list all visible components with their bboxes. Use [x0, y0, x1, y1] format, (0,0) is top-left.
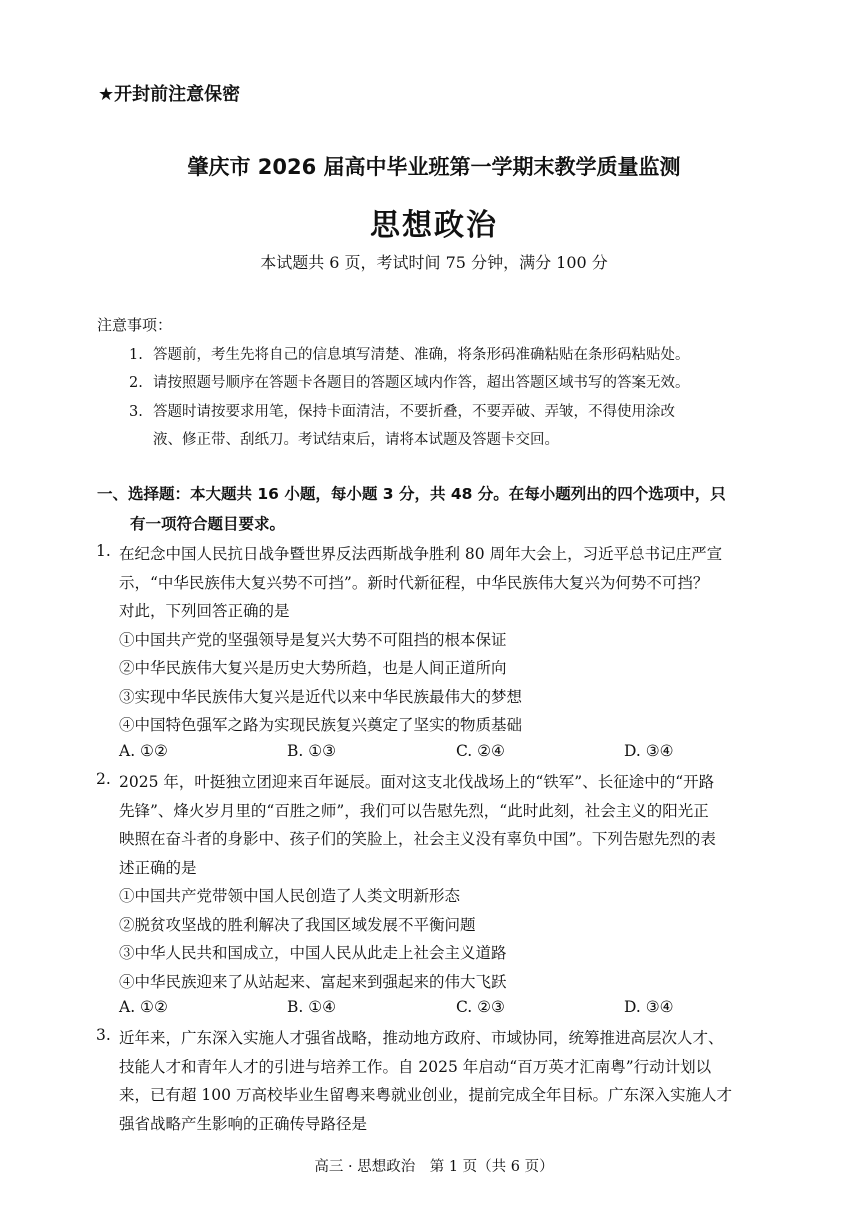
exam-title: 肇庆市 2026 届高中毕业班第一学期末教学质量监测	[187, 155, 681, 179]
notes-title: 注意事项：	[97, 316, 173, 334]
question-text: 示，“中华民族伟大复兴势不可挡”。新时代新征程，中华民族伟大复兴为何势不可挡？	[119, 574, 709, 592]
answer-choices	[0, 998, 868, 1020]
statement-option: ③中华人民共和国成立，中国人民从此走上社会主义道路	[119, 944, 507, 962]
choice-a[interactable]: A. ①②	[119, 998, 168, 1016]
subject-title: 思想政治	[370, 208, 498, 243]
statement-option: ①中国共产党的坚强领导是复兴大势不可阻挡的根本保证	[119, 631, 507, 649]
question-text: 述正确的是	[119, 859, 197, 877]
note-item	[129, 400, 675, 421]
question-text: 在纪念中国人民抗日战争暨世界反法西斯战争胜利 80 周年大会上，习近平总书记庄严宣	[119, 545, 723, 563]
question-text: 先锋”、烽火岁月里的“百胜之师”，我们可以告慰先烈，“此时此刻，社会主义的阳光正	[119, 802, 709, 820]
section-heading-continued: 有一项符合题目要求。	[130, 515, 286, 533]
note-text: 请按照题号顺序在答题卡各题目的答题区域内作答，超出答题区域书写的答案无效。	[153, 375, 690, 391]
statement-option: ①中国共产党带领中国人民创造了人类文明新形态	[119, 887, 461, 905]
question-text: 强省战略产生影响的正确传导路径是	[119, 1115, 368, 1133]
question-number: 1.	[96, 542, 111, 560]
question-text: 近年来，广东深入实施人才强省战略，推动地方政府、市域协同，统筹推进高层次人才、	[119, 1029, 724, 1047]
question-text: 映照在奋斗者的身影中、孩子们的笑脸上，社会主义没有辜负中国”。下列告慰先烈的表	[119, 830, 716, 848]
note-text: 答题时请按要求用笔，保持卡面清洁，不要折叠，不要弄破、弄皱，不得使用涂改	[153, 404, 675, 420]
choice-c[interactable]: C. ②③	[456, 998, 505, 1016]
section-heading: 一、选择题：本大题共 16 小题，每小题 3 分，共 48 分。在每小题列出的四个选项中，只	[97, 485, 726, 503]
choice-b[interactable]: B. ①③	[287, 742, 337, 760]
note-number: 3.	[129, 404, 143, 420]
note-number: 2.	[129, 375, 143, 391]
statement-option: ④中国特色强军之路为实现民族复兴奠定了坚实的物质基础	[119, 716, 523, 734]
question-number: 2.	[96, 770, 111, 788]
choice-c[interactable]: C. ②④	[456, 742, 505, 760]
note-text-continued: 液、修正带、刮纸刀。考试结束后，请将本试题及答题卡交回。	[153, 432, 559, 448]
choice-a[interactable]: A. ①②	[119, 742, 168, 760]
question-text: 2025 年，叶挺独立团迎来百年诞辰。面对这支北伐战场上的“铁军”、长征途中的“开路	[119, 773, 715, 791]
choice-d[interactable]: D. ③④	[624, 742, 674, 760]
question-text: 对此，下列回答正确的是	[119, 602, 290, 620]
note-number: 1.	[129, 347, 143, 363]
question-text: 来，已有超 100 万高校毕业生留粤来粤就业创业，提前完成全年目标。广东深入实施人才	[119, 1086, 732, 1104]
choice-b[interactable]: B. ①④	[287, 998, 337, 1016]
note-text: 答题前，考生先将自己的信息填写清楚、准确，将条形码准确粘贴在条形码粘贴处。	[153, 347, 690, 363]
question-number: 3.	[96, 1026, 111, 1044]
answer-choices	[0, 742, 868, 764]
statement-option: ④中华民族迎来了从站起来、富起来到强起来的伟大飞跃	[119, 973, 507, 991]
note-item	[129, 343, 690, 364]
statement-option: ③实现中华民族伟大复兴是近代以来中华民族最伟大的梦想	[119, 688, 523, 706]
question-text: 技能人才和青年人才的引进与培养工作。自 2025 年启动“百万英才汇南粤”行动计划以	[119, 1058, 712, 1076]
statement-option: ②中华民族伟大复兴是历史大势所趋，也是人间正道所向	[119, 659, 507, 677]
page-footer: 高三 · 思想政治 第 1 页（共 6 页）	[314, 1159, 554, 1175]
statement-option: ②脱贫攻坚战的胜利解决了我国区域发展不平衡问题	[119, 916, 476, 934]
choice-d[interactable]: D. ③④	[624, 998, 674, 1016]
exam-info: 本试题共 6 页，考试时间 75 分钟，满分 100 分	[260, 253, 608, 272]
note-item	[129, 371, 690, 392]
confidential-notice: ★开封前注意保密	[98, 84, 241, 105]
